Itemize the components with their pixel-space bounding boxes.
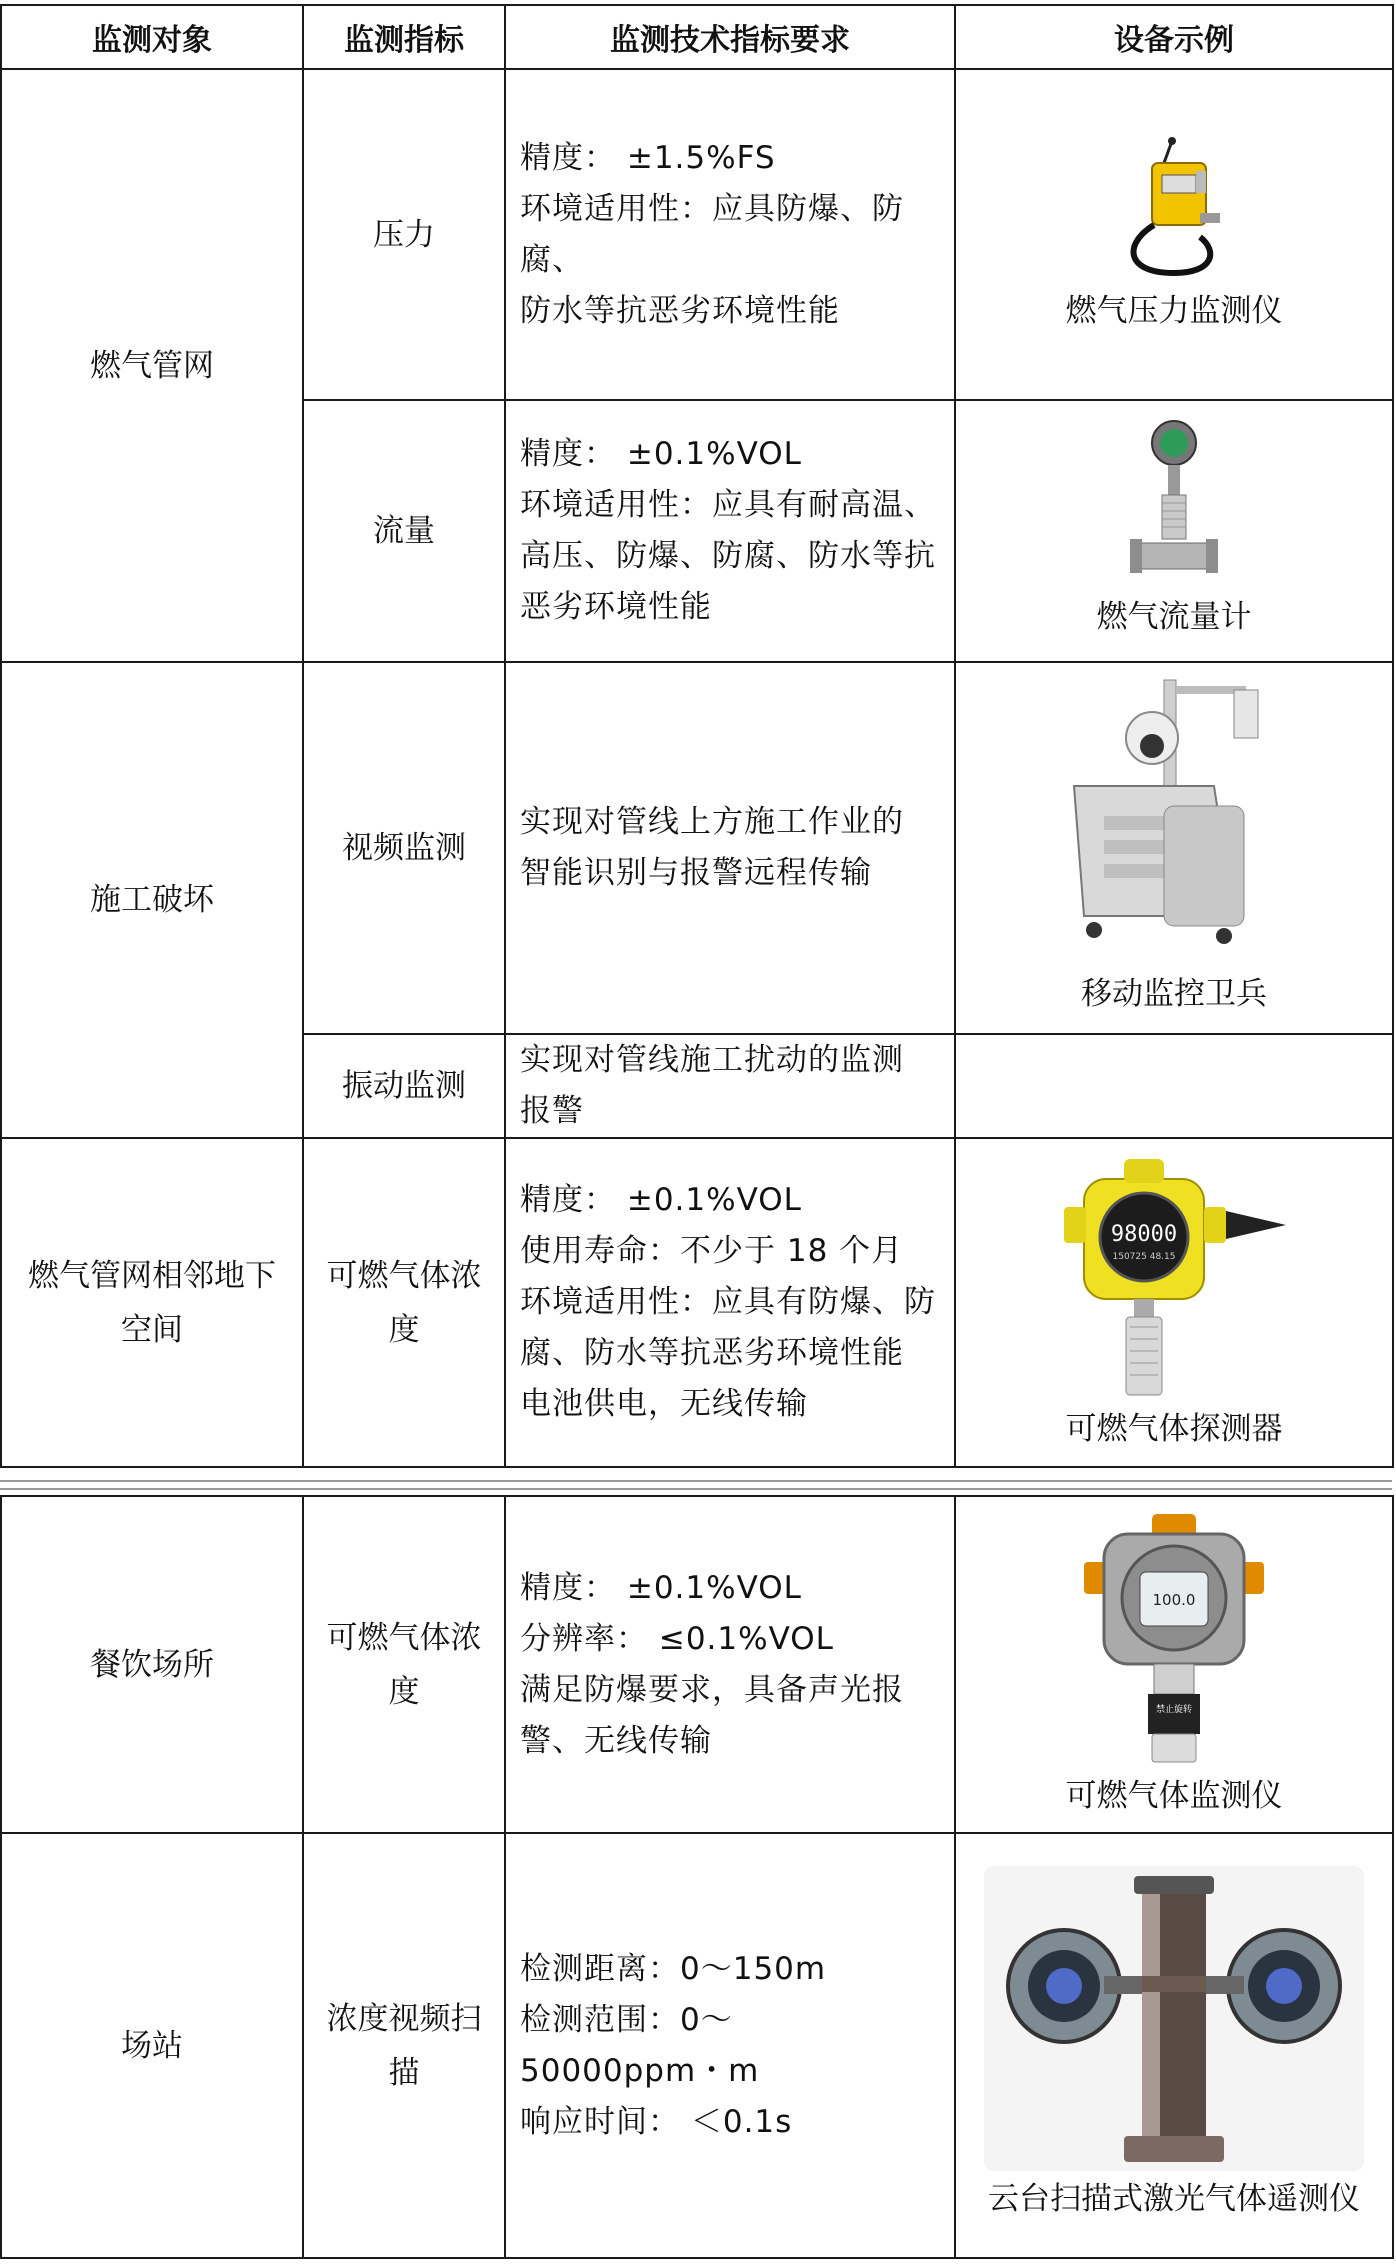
gas-detector-image [1054, 1151, 1294, 1401]
requirement-line: 响应时间： ＜0.1s [520, 2103, 793, 2140]
header-object: 监测对象 [1, 5, 303, 69]
requirement-line: 使用寿命：不少于 18 个月 [520, 1233, 904, 1269]
device-cell [955, 400, 1393, 662]
detector-display-sub: 150725 48.15 [1112, 1251, 1176, 1262]
requirement-line: 精度： ±0.1%VOL [520, 436, 802, 472]
table-row [1, 1833, 1393, 2258]
requirement-line: 环境适用性：应具防爆、防腐、 [520, 190, 904, 278]
device-cell [955, 1138, 1393, 1467]
requirement-line: 环境适用性：应具有防爆、防 [520, 1284, 936, 1320]
requirement-line: 智能识别与报警远程传输 [520, 855, 872, 891]
header-indicator: 监测指标 [303, 5, 505, 69]
indicator-cell: 可燃气体浓度 [303, 1496, 505, 1833]
device-cell [955, 1496, 1393, 1833]
laser-telemetry-image [984, 1866, 1364, 2171]
object-cell: 燃气管网 [1, 69, 303, 662]
object-cell: 餐饮场所 [1, 1496, 303, 1833]
table-header-row [1, 5, 1393, 69]
requirements-cell [505, 1138, 955, 1467]
table-row [1, 1138, 1393, 1467]
requirements-cell [505, 1833, 955, 2258]
device-caption: 燃气流量计 [1096, 599, 1252, 635]
table-break [0, 1480, 1392, 1490]
device-caption: 可燃气体探测器 [1065, 1410, 1283, 1447]
requirement-line: 环境适用性：应具有耐高温、 [520, 487, 936, 523]
requirements-cell [505, 1496, 955, 1833]
device-caption: 云台扫描式激光气体遥测仪 [988, 2181, 1360, 2217]
device-cell [955, 1034, 1393, 1138]
indicator-cell: 视频监测 [303, 662, 505, 1034]
detector-display-value: 98000 [1110, 1221, 1178, 1247]
indicator-cell: 振动监测 [303, 1034, 505, 1138]
requirements-cell [505, 1034, 955, 1138]
pressure-monitor-image [1114, 133, 1234, 283]
requirement-line: 检测范围：0～50000ppm・m [520, 2001, 760, 2089]
requirement-line: 报警 [520, 1093, 584, 1129]
requirement-line: 满足防爆要求，具备声光报 [520, 1671, 904, 1708]
table-row [1, 1496, 1393, 1833]
requirement-line: 精度： ±0.1%VOL [520, 1569, 802, 1606]
table-row [1, 662, 1393, 1034]
flow-meter-image [1124, 419, 1224, 589]
requirement-line: 防水等抗恶劣环境性能 [520, 292, 840, 329]
requirement-line: 电池供电，无线传输 [520, 1386, 808, 1422]
header-requirements: 监测技术指标要求 [505, 5, 955, 69]
requirement-line: 检测距离：0～150m [520, 1950, 827, 1987]
requirement-line: 分辨率： ≤0.1%VOL [520, 1620, 834, 1657]
requirement-line: 精度： ±0.1%VOL [520, 1182, 802, 1218]
object-cell: 施工破坏 [1, 662, 303, 1138]
requirements-cell [505, 69, 955, 400]
requirement-line: 精度： ±1.5%FS [520, 139, 776, 176]
gas-monitor-image [1074, 1508, 1274, 1768]
device-caption: 移动监控卫兵 [1081, 976, 1267, 1012]
indicator-cell: 可燃气体浓度 [303, 1138, 505, 1467]
device-caption: 燃气压力监测仪 [1065, 292, 1283, 329]
monitor-label: 禁止旋转 [1155, 1704, 1193, 1715]
object-cell: 场站 [1, 1833, 303, 2258]
device-caption: 可燃气体监测仪 [1065, 1777, 1283, 1814]
requirement-line: 恶劣环境性能 [520, 589, 712, 625]
requirement-line: 高压、防爆、防腐、防水等抗 [520, 538, 936, 574]
mobile-surveillance-image [1064, 676, 1284, 966]
header-device: 设备示例 [955, 5, 1393, 69]
requirement-line: 实现对管线施工扰动的监测 [520, 1042, 904, 1078]
requirements-cell [505, 400, 955, 662]
requirement-line: 腐、防水等抗恶劣环境性能 [520, 1335, 904, 1371]
monitoring-table [0, 4, 1394, 1468]
object-cell: 燃气管网相邻地下空间 [1, 1138, 303, 1467]
monitor-display-value: 100.0 [1152, 1590, 1196, 1609]
requirement-line: 实现对管线上方施工作业的 [520, 804, 904, 840]
indicator-cell: 浓度视频扫描 [303, 1833, 505, 2258]
device-cell [955, 1833, 1393, 2258]
table-row [1, 69, 1393, 400]
monitoring-table-continued [0, 1495, 1394, 2259]
device-cell [955, 662, 1393, 1034]
requirements-cell [505, 662, 955, 1034]
requirement-line: 警、无线传输 [520, 1722, 712, 1759]
indicator-cell: 压力 [303, 69, 505, 400]
device-cell [955, 69, 1393, 400]
indicator-cell: 流量 [303, 400, 505, 662]
